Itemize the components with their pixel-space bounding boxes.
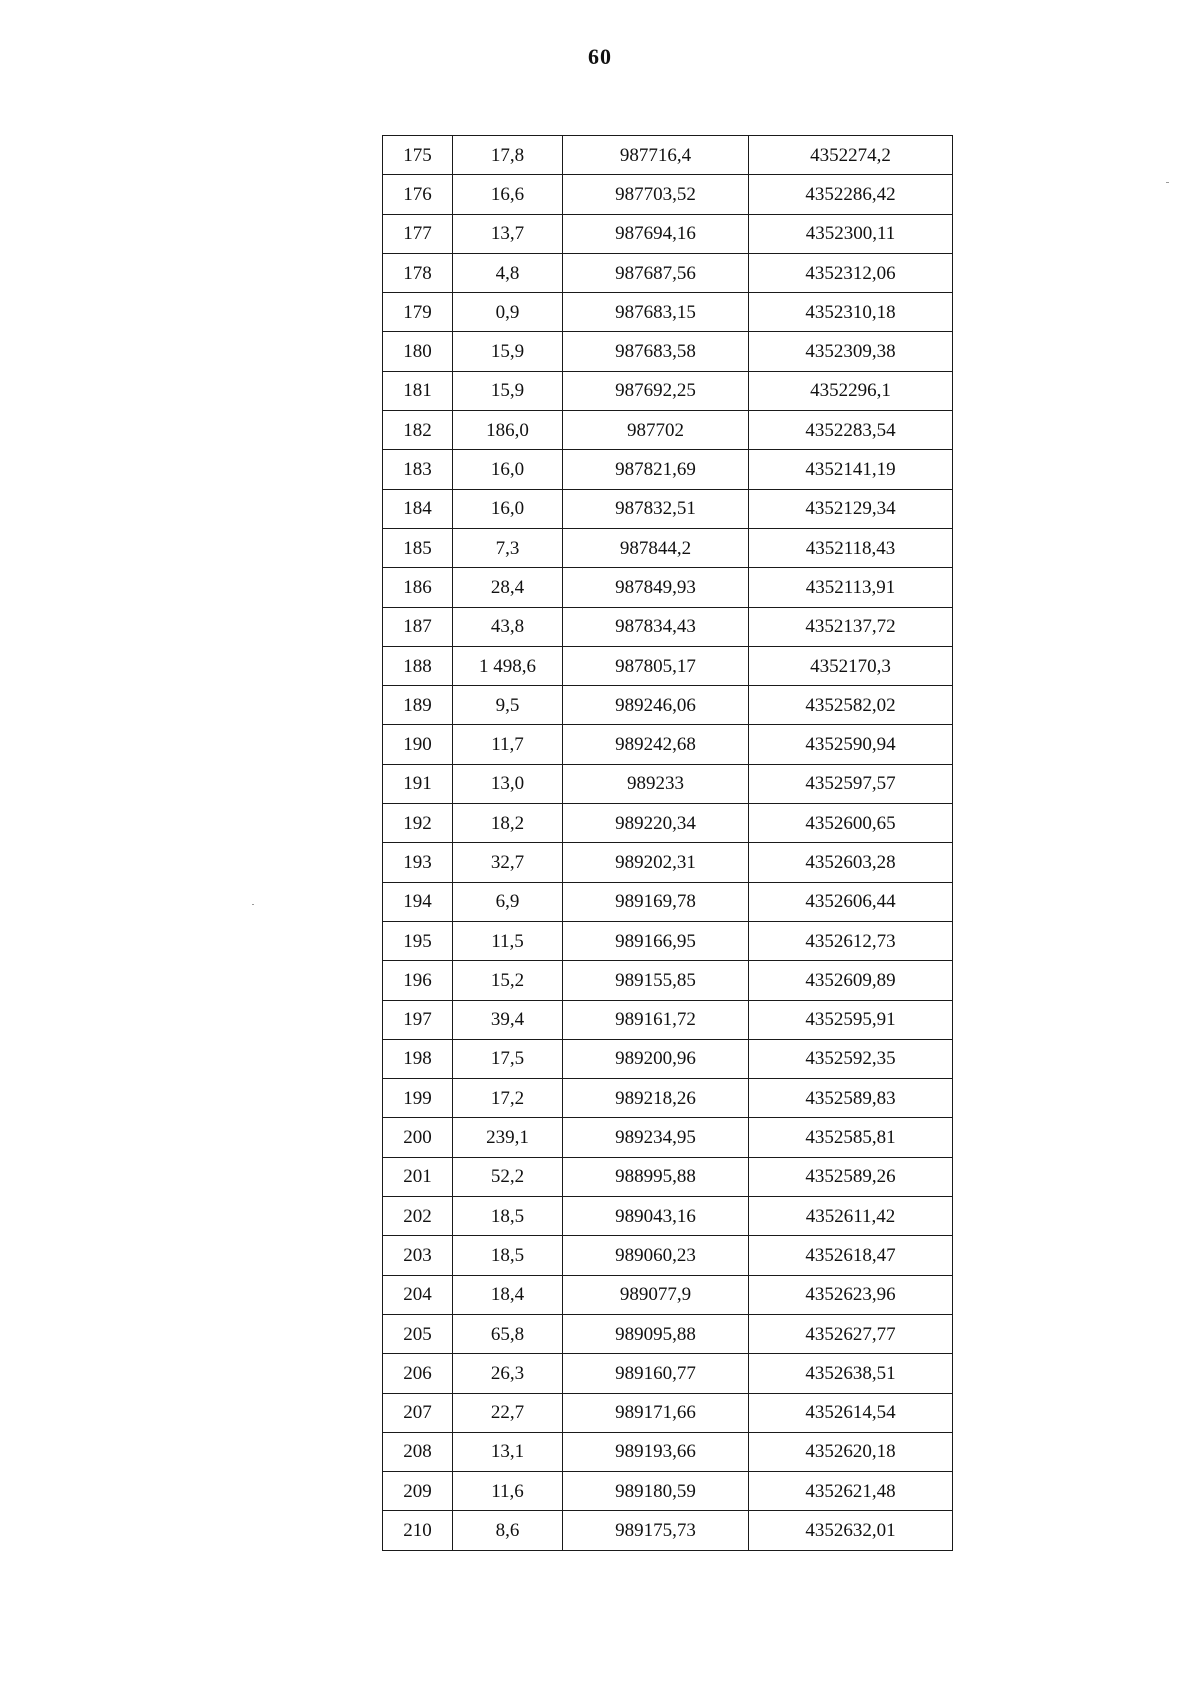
scan-speck bbox=[252, 904, 254, 905]
x-coordinate-cell: 989234,95 bbox=[563, 1118, 749, 1157]
y-coordinate-cell: 4352309,38 bbox=[749, 332, 953, 371]
table-row bbox=[383, 175, 953, 214]
y-coordinate-cell: 4352129,34 bbox=[749, 489, 953, 528]
point-number-cell: 175 bbox=[383, 136, 453, 175]
point-number-cell: 184 bbox=[383, 489, 453, 528]
length-cell: 11,6 bbox=[453, 1472, 563, 1511]
x-coordinate-cell: 987844,2 bbox=[563, 528, 749, 567]
point-number-cell: 199 bbox=[383, 1079, 453, 1118]
x-coordinate-cell: 989160,77 bbox=[563, 1354, 749, 1393]
point-number-cell: 190 bbox=[383, 725, 453, 764]
x-coordinate-cell: 987683,15 bbox=[563, 293, 749, 332]
length-cell: 9,5 bbox=[453, 686, 563, 725]
y-coordinate-cell: 4352296,1 bbox=[749, 371, 953, 410]
table-row bbox=[383, 1236, 953, 1275]
point-number-cell: 196 bbox=[383, 961, 453, 1000]
point-number-cell: 210 bbox=[383, 1511, 453, 1550]
table-row bbox=[383, 843, 953, 882]
table-row bbox=[383, 607, 953, 646]
point-number-cell: 208 bbox=[383, 1432, 453, 1471]
length-cell: 239,1 bbox=[453, 1118, 563, 1157]
table-row bbox=[383, 1511, 953, 1550]
table-row bbox=[383, 725, 953, 764]
point-number-cell: 185 bbox=[383, 528, 453, 567]
y-coordinate-cell: 4352113,91 bbox=[749, 568, 953, 607]
length-cell: 39,4 bbox=[453, 1000, 563, 1039]
y-coordinate-cell: 4352611,42 bbox=[749, 1197, 953, 1236]
length-cell: 13,0 bbox=[453, 764, 563, 803]
length-cell: 22,7 bbox=[453, 1393, 563, 1432]
point-number-cell: 202 bbox=[383, 1197, 453, 1236]
y-coordinate-cell: 4352141,19 bbox=[749, 450, 953, 489]
table-row bbox=[383, 371, 953, 410]
length-cell: 43,8 bbox=[453, 607, 563, 646]
point-number-cell: 178 bbox=[383, 253, 453, 292]
y-coordinate-cell: 4352582,02 bbox=[749, 686, 953, 725]
length-cell: 8,6 bbox=[453, 1511, 563, 1550]
y-coordinate-cell: 4352589,26 bbox=[749, 1157, 953, 1196]
table-row bbox=[383, 1079, 953, 1118]
y-coordinate-cell: 4352600,65 bbox=[749, 804, 953, 843]
y-coordinate-cell: 4352606,44 bbox=[749, 882, 953, 921]
x-coordinate-cell: 989166,95 bbox=[563, 921, 749, 960]
y-coordinate-cell: 4352638,51 bbox=[749, 1354, 953, 1393]
x-coordinate-cell: 989193,66 bbox=[563, 1432, 749, 1471]
table-row bbox=[383, 253, 953, 292]
length-cell: 16,0 bbox=[453, 450, 563, 489]
y-coordinate-cell: 4352274,2 bbox=[749, 136, 953, 175]
table-row bbox=[383, 961, 953, 1000]
table-row bbox=[383, 214, 953, 253]
table-row bbox=[383, 1472, 953, 1511]
point-number-cell: 206 bbox=[383, 1354, 453, 1393]
point-number-cell: 195 bbox=[383, 921, 453, 960]
table-row bbox=[383, 136, 953, 175]
length-cell: 18,4 bbox=[453, 1275, 563, 1314]
x-coordinate-cell: 987703,52 bbox=[563, 175, 749, 214]
y-coordinate-cell: 4352590,94 bbox=[749, 725, 953, 764]
table-row bbox=[383, 1393, 953, 1432]
x-coordinate-cell: 989180,59 bbox=[563, 1472, 749, 1511]
point-number-cell: 183 bbox=[383, 450, 453, 489]
length-cell: 11,7 bbox=[453, 725, 563, 764]
x-coordinate-cell: 989155,85 bbox=[563, 961, 749, 1000]
point-number-cell: 180 bbox=[383, 332, 453, 371]
x-coordinate-cell: 989218,26 bbox=[563, 1079, 749, 1118]
y-coordinate-cell: 4352118,43 bbox=[749, 528, 953, 567]
length-cell: 15,9 bbox=[453, 332, 563, 371]
table-row bbox=[383, 646, 953, 685]
y-coordinate-cell: 4352609,89 bbox=[749, 961, 953, 1000]
x-coordinate-cell: 989175,73 bbox=[563, 1511, 749, 1550]
point-number-cell: 189 bbox=[383, 686, 453, 725]
point-number-cell: 179 bbox=[383, 293, 453, 332]
table-row bbox=[383, 1157, 953, 1196]
x-coordinate-cell: 987716,4 bbox=[563, 136, 749, 175]
page-number: 60 bbox=[588, 44, 612, 69]
y-coordinate-cell: 4352597,57 bbox=[749, 764, 953, 803]
point-number-cell: 192 bbox=[383, 804, 453, 843]
x-coordinate-cell: 989200,96 bbox=[563, 1039, 749, 1078]
length-cell: 6,9 bbox=[453, 882, 563, 921]
x-coordinate-cell: 989242,68 bbox=[563, 725, 749, 764]
table-row bbox=[383, 1275, 953, 1314]
y-coordinate-cell: 4352621,48 bbox=[749, 1472, 953, 1511]
y-coordinate-cell: 4352170,3 bbox=[749, 646, 953, 685]
x-coordinate-cell: 989095,88 bbox=[563, 1314, 749, 1353]
length-cell: 65,8 bbox=[453, 1314, 563, 1353]
length-cell: 0,9 bbox=[453, 293, 563, 332]
table-row bbox=[383, 1354, 953, 1393]
point-number-cell: 194 bbox=[383, 882, 453, 921]
x-coordinate-cell: 989246,06 bbox=[563, 686, 749, 725]
length-cell: 16,6 bbox=[453, 175, 563, 214]
point-number-cell: 209 bbox=[383, 1472, 453, 1511]
y-coordinate-cell: 4352283,54 bbox=[749, 411, 953, 450]
x-coordinate-cell: 987694,16 bbox=[563, 214, 749, 253]
x-coordinate-cell: 989220,34 bbox=[563, 804, 749, 843]
y-coordinate-cell: 4352612,73 bbox=[749, 921, 953, 960]
y-coordinate-cell: 4352592,35 bbox=[749, 1039, 953, 1078]
table-row bbox=[383, 450, 953, 489]
point-number-cell: 177 bbox=[383, 214, 453, 253]
point-number-cell: 204 bbox=[383, 1275, 453, 1314]
table-row bbox=[383, 882, 953, 921]
table-row bbox=[383, 332, 953, 371]
y-coordinate-cell: 4352310,18 bbox=[749, 293, 953, 332]
table-row bbox=[383, 1197, 953, 1236]
length-cell: 11,5 bbox=[453, 921, 563, 960]
y-coordinate-cell: 4352312,06 bbox=[749, 253, 953, 292]
x-coordinate-cell: 987821,69 bbox=[563, 450, 749, 489]
x-coordinate-cell: 987805,17 bbox=[563, 646, 749, 685]
point-number-cell: 200 bbox=[383, 1118, 453, 1157]
point-number-cell: 205 bbox=[383, 1314, 453, 1353]
y-coordinate-cell: 4352589,83 bbox=[749, 1079, 953, 1118]
point-number-cell: 176 bbox=[383, 175, 453, 214]
y-coordinate-cell: 4352603,28 bbox=[749, 843, 953, 882]
length-cell: 7,3 bbox=[453, 528, 563, 567]
table-row bbox=[383, 686, 953, 725]
x-coordinate-cell: 987687,56 bbox=[563, 253, 749, 292]
table-row bbox=[383, 528, 953, 567]
point-number-cell: 207 bbox=[383, 1393, 453, 1432]
y-coordinate-cell: 4352137,72 bbox=[749, 607, 953, 646]
table-row bbox=[383, 804, 953, 843]
length-cell: 13,1 bbox=[453, 1432, 563, 1471]
table-row bbox=[383, 1432, 953, 1471]
length-cell: 17,8 bbox=[453, 136, 563, 175]
length-cell: 32,7 bbox=[453, 843, 563, 882]
y-coordinate-cell: 4352618,47 bbox=[749, 1236, 953, 1275]
length-cell: 186,0 bbox=[453, 411, 563, 450]
x-coordinate-cell: 989043,16 bbox=[563, 1197, 749, 1236]
length-cell: 15,2 bbox=[453, 961, 563, 1000]
length-cell: 18,5 bbox=[453, 1197, 563, 1236]
length-cell: 17,5 bbox=[453, 1039, 563, 1078]
point-number-cell: 197 bbox=[383, 1000, 453, 1039]
x-coordinate-cell: 987832,51 bbox=[563, 489, 749, 528]
x-coordinate-cell: 988995,88 bbox=[563, 1157, 749, 1196]
point-number-cell: 188 bbox=[383, 646, 453, 685]
x-coordinate-cell: 987702 bbox=[563, 411, 749, 450]
x-coordinate-cell: 989171,66 bbox=[563, 1393, 749, 1432]
y-coordinate-cell: 4352300,11 bbox=[749, 214, 953, 253]
x-coordinate-cell: 989077,9 bbox=[563, 1275, 749, 1314]
point-number-cell: 203 bbox=[383, 1236, 453, 1275]
y-coordinate-cell: 4352286,42 bbox=[749, 175, 953, 214]
length-cell: 28,4 bbox=[453, 568, 563, 607]
y-coordinate-cell: 4352620,18 bbox=[749, 1432, 953, 1471]
point-number-cell: 191 bbox=[383, 764, 453, 803]
y-coordinate-cell: 4352623,96 bbox=[749, 1275, 953, 1314]
x-coordinate-cell: 989060,23 bbox=[563, 1236, 749, 1275]
x-coordinate-cell: 989233 bbox=[563, 764, 749, 803]
x-coordinate-cell: 989202,31 bbox=[563, 843, 749, 882]
table-body bbox=[383, 136, 953, 1551]
data-table bbox=[382, 135, 953, 1551]
table-row bbox=[383, 568, 953, 607]
table-row bbox=[383, 1118, 953, 1157]
x-coordinate-cell: 989169,78 bbox=[563, 882, 749, 921]
y-coordinate-cell: 4352632,01 bbox=[749, 1511, 953, 1550]
x-coordinate-cell: 987834,43 bbox=[563, 607, 749, 646]
table-row bbox=[383, 489, 953, 528]
point-number-cell: 182 bbox=[383, 411, 453, 450]
x-coordinate-cell: 987692,25 bbox=[563, 371, 749, 410]
table-row bbox=[383, 1314, 953, 1353]
y-coordinate-cell: 4352614,54 bbox=[749, 1393, 953, 1432]
length-cell: 17,2 bbox=[453, 1079, 563, 1118]
point-number-cell: 198 bbox=[383, 1039, 453, 1078]
y-coordinate-cell: 4352627,77 bbox=[749, 1314, 953, 1353]
x-coordinate-cell: 987683,58 bbox=[563, 332, 749, 371]
table-row bbox=[383, 921, 953, 960]
length-cell: 1 498,6 bbox=[453, 646, 563, 685]
length-cell: 15,9 bbox=[453, 371, 563, 410]
y-coordinate-cell: 4352595,91 bbox=[749, 1000, 953, 1039]
x-coordinate-cell: 989161,72 bbox=[563, 1000, 749, 1039]
table-row bbox=[383, 1000, 953, 1039]
length-cell: 16,0 bbox=[453, 489, 563, 528]
length-cell: 18,2 bbox=[453, 804, 563, 843]
x-coordinate-cell: 987849,93 bbox=[563, 568, 749, 607]
table-row bbox=[383, 293, 953, 332]
length-cell: 26,3 bbox=[453, 1354, 563, 1393]
point-number-cell: 201 bbox=[383, 1157, 453, 1196]
point-number-cell: 186 bbox=[383, 568, 453, 607]
length-cell: 4,8 bbox=[453, 253, 563, 292]
point-number-cell: 181 bbox=[383, 371, 453, 410]
length-cell: 13,7 bbox=[453, 214, 563, 253]
table-row bbox=[383, 764, 953, 803]
scan-speck bbox=[1166, 182, 1169, 183]
table-row bbox=[383, 411, 953, 450]
length-cell: 52,2 bbox=[453, 1157, 563, 1196]
table-row bbox=[383, 1039, 953, 1078]
y-coordinate-cell: 4352585,81 bbox=[749, 1118, 953, 1157]
length-cell: 18,5 bbox=[453, 1236, 563, 1275]
point-number-cell: 187 bbox=[383, 607, 453, 646]
point-number-cell: 193 bbox=[383, 843, 453, 882]
